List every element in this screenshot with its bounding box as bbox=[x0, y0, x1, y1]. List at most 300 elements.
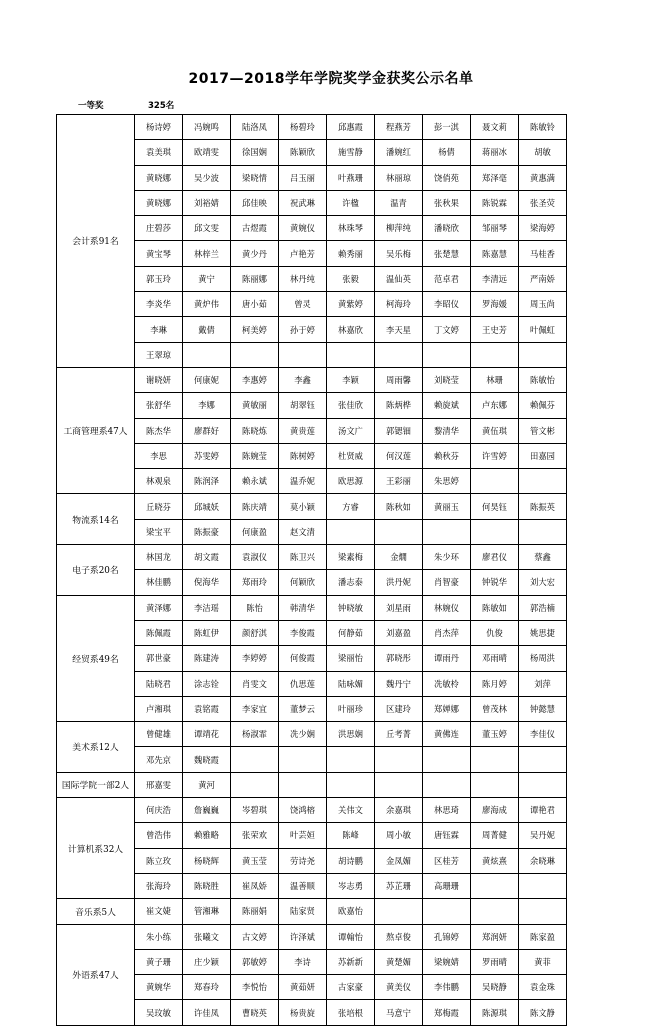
student-name-cell: 陈峰 bbox=[327, 823, 375, 848]
student-name-cell bbox=[375, 747, 423, 772]
student-name-cell: 苏芷珊 bbox=[375, 873, 423, 898]
student-name-cell: 梁晓情 bbox=[231, 165, 279, 190]
student-name-cell: 陆家贤 bbox=[279, 899, 327, 924]
student-name-cell: 陈虹伊 bbox=[183, 620, 231, 645]
student-name-cell: 廖海成 bbox=[471, 798, 519, 823]
student-name-cell: 邱佳映 bbox=[231, 190, 279, 215]
student-name-cell: 黄子珊 bbox=[135, 949, 183, 974]
student-name-cell: 林佳鹏 bbox=[135, 570, 183, 595]
student-name-cell: 林婉仪 bbox=[423, 595, 471, 620]
student-name-cell: 梁素梅 bbox=[327, 545, 375, 570]
student-name-cell: 马桂香 bbox=[519, 241, 567, 266]
student-name-cell: 孔锦婷 bbox=[423, 924, 471, 949]
student-name-cell: 张荣欢 bbox=[231, 823, 279, 848]
student-name-cell: 潘晓欣 bbox=[423, 216, 471, 241]
student-name-cell: 叶丽珍 bbox=[327, 696, 375, 721]
student-name-cell: 杜贤威 bbox=[327, 443, 375, 468]
student-name-cell: 黄宁 bbox=[183, 266, 231, 291]
student-name-cell: 黄丽玉 bbox=[423, 494, 471, 519]
student-name-cell bbox=[231, 747, 279, 772]
department-cell: 国际学院一部2人 bbox=[57, 772, 135, 797]
student-name-cell: 严南娇 bbox=[519, 266, 567, 291]
student-name-cell: 赵文清 bbox=[279, 519, 327, 544]
student-name-cell: 罗雨晴 bbox=[471, 949, 519, 974]
student-name-cell: 吴乐梅 bbox=[375, 241, 423, 266]
student-name-cell: 潘婉红 bbox=[375, 140, 423, 165]
student-name-cell: 苏雯婷 bbox=[183, 443, 231, 468]
student-name-cell bbox=[519, 772, 567, 797]
student-name-cell: 岑碧琪 bbox=[231, 798, 279, 823]
student-name-cell: 张舒华 bbox=[135, 393, 183, 418]
student-name-cell bbox=[471, 899, 519, 924]
student-name-cell: 李家宜 bbox=[231, 696, 279, 721]
student-name-cell: 刘大宏 bbox=[519, 570, 567, 595]
student-name-cell: 仇俊 bbox=[471, 620, 519, 645]
student-name-cell: 张曦文 bbox=[183, 924, 231, 949]
student-name-cell: 黄惠满 bbox=[519, 165, 567, 190]
student-name-cell: 李清远 bbox=[471, 266, 519, 291]
student-name-cell: 黄佛连 bbox=[423, 722, 471, 747]
student-name-cell: 冼敏柃 bbox=[423, 671, 471, 696]
student-name-cell: 邱惠霞 bbox=[327, 115, 375, 140]
student-name-cell: 郭锶钿 bbox=[375, 418, 423, 443]
student-name-cell bbox=[423, 519, 471, 544]
student-name-cell bbox=[519, 899, 567, 924]
student-name-cell: 熬卓俊 bbox=[375, 924, 423, 949]
student-name-cell: 陈佩霞 bbox=[135, 620, 183, 645]
student-name-cell: 丘考菁 bbox=[375, 722, 423, 747]
student-name-cell: 戴倩 bbox=[183, 317, 231, 342]
department-cell: 计算机系32人 bbox=[57, 798, 135, 899]
student-name-cell: 黄敏丽 bbox=[231, 393, 279, 418]
student-name-cell: 柳萍纯 bbox=[375, 216, 423, 241]
student-name-cell: 何昊钰 bbox=[471, 494, 519, 519]
student-name-cell: 李惠婷 bbox=[231, 367, 279, 392]
student-name-cell: 邹丽琴 bbox=[471, 216, 519, 241]
student-name-cell: 陈丽娟 bbox=[231, 899, 279, 924]
student-name-cell: 余嘉琪 bbox=[375, 798, 423, 823]
student-name-cell: 谭靖花 bbox=[183, 722, 231, 747]
student-name-cell: 曾灵 bbox=[279, 292, 327, 317]
student-name-cell: 杨贵旋 bbox=[279, 1000, 327, 1025]
student-name-cell: 黄茹妍 bbox=[279, 975, 327, 1000]
student-name-cell: 冼少娴 bbox=[279, 722, 327, 747]
student-name-cell: 崔凤娇 bbox=[231, 873, 279, 898]
student-name-cell: 肖雯文 bbox=[231, 671, 279, 696]
student-name-cell: 姚思捷 bbox=[519, 620, 567, 645]
student-name-cell: 梁宝平 bbox=[135, 519, 183, 544]
student-name-cell: 陈庆靖 bbox=[231, 494, 279, 519]
student-name-cell: 邱城妖 bbox=[183, 494, 231, 519]
student-name-cell: 王翠琼 bbox=[135, 342, 183, 367]
table-row bbox=[57, 899, 567, 924]
student-name-cell: 王史芳 bbox=[471, 317, 519, 342]
student-name-cell: 张佳欣 bbox=[327, 393, 375, 418]
student-name-cell: 梁丽怡 bbox=[327, 646, 375, 671]
student-name-cell bbox=[375, 772, 423, 797]
student-name-cell: 彭一淇 bbox=[423, 115, 471, 140]
student-name-cell bbox=[279, 747, 327, 772]
student-name-cell: 古煜霞 bbox=[231, 216, 279, 241]
student-name-cell: 金燗 bbox=[375, 545, 423, 570]
student-name-cell: 黄婉仪 bbox=[279, 216, 327, 241]
student-name-cell: 刘晓莹 bbox=[423, 367, 471, 392]
student-name-cell bbox=[183, 342, 231, 367]
student-name-cell: 吴丹妮 bbox=[519, 823, 567, 848]
page-title: 2017—2018学年学院奖学金获奖公示名单 bbox=[188, 71, 474, 87]
student-name-cell: 陈润泽 bbox=[183, 469, 231, 494]
student-name-cell: 吕玉丽 bbox=[279, 165, 327, 190]
student-name-cell: 周小敏 bbox=[375, 823, 423, 848]
department-cell: 美术系12人 bbox=[57, 722, 135, 773]
student-name-cell: 吴晓静 bbox=[471, 975, 519, 1000]
student-name-cell: 冯婉鸣 bbox=[183, 115, 231, 140]
student-name-cell: 袁金珠 bbox=[519, 975, 567, 1000]
student-name-cell: 庄少颖 bbox=[183, 949, 231, 974]
student-name-cell bbox=[471, 342, 519, 367]
student-name-cell: 李婷婷 bbox=[231, 646, 279, 671]
student-name-cell: 谭雨丹 bbox=[423, 646, 471, 671]
department-cell: 音乐系5人 bbox=[57, 899, 135, 924]
student-name-cell: 黄伍琪 bbox=[471, 418, 519, 443]
student-name-cell: 郑梅霞 bbox=[423, 1000, 471, 1025]
student-name-cell: 李天星 bbox=[375, 317, 423, 342]
student-name-cell: 袁美琪 bbox=[135, 140, 183, 165]
student-name-cell: 黄炫熹 bbox=[471, 848, 519, 873]
student-name-cell: 陈杰华 bbox=[135, 418, 183, 443]
department-cell: 物流系14名 bbox=[57, 494, 135, 545]
student-name-cell: 陈立玫 bbox=[135, 848, 183, 873]
student-name-cell: 苏新新 bbox=[327, 949, 375, 974]
student-name-cell: 陈树婷 bbox=[279, 443, 327, 468]
student-name-cell: 杨周洪 bbox=[519, 646, 567, 671]
student-name-cell: 李娜 bbox=[183, 393, 231, 418]
student-name-cell: 黄少丹 bbox=[231, 241, 279, 266]
student-name-cell: 刘星雨 bbox=[375, 595, 423, 620]
student-name-cell bbox=[519, 747, 567, 772]
student-name-cell: 张楚慧 bbox=[423, 241, 471, 266]
student-name-cell: 林国龙 bbox=[135, 545, 183, 570]
student-name-cell: 方睿 bbox=[327, 494, 375, 519]
student-name-cell: 邓先京 bbox=[135, 747, 183, 772]
student-name-cell: 罗海媛 bbox=[471, 292, 519, 317]
student-name-cell: 陈锐霖 bbox=[471, 190, 519, 215]
student-name-cell bbox=[231, 342, 279, 367]
student-name-cell bbox=[471, 772, 519, 797]
student-name-cell: 杨淑霏 bbox=[231, 722, 279, 747]
student-name-cell: 温仙英 bbox=[375, 266, 423, 291]
student-name-cell: 陈炳桦 bbox=[375, 393, 423, 418]
student-name-cell: 陈月婷 bbox=[471, 671, 519, 696]
student-name-cell: 郭玉玲 bbox=[135, 266, 183, 291]
student-name-cell: 柯海玲 bbox=[375, 292, 423, 317]
student-name-cell: 邢嘉雯 bbox=[135, 772, 183, 797]
student-name-cell: 谢晓妍 bbox=[135, 367, 183, 392]
student-name-cell: 柯美婷 bbox=[231, 317, 279, 342]
student-name-cell: 管湘琳 bbox=[183, 899, 231, 924]
student-name-cell: 陈家盈 bbox=[519, 924, 567, 949]
student-name-cell: 赖佩芬 bbox=[519, 393, 567, 418]
student-name-cell: 黎清华 bbox=[423, 418, 471, 443]
student-name-cell: 涂志铨 bbox=[183, 671, 231, 696]
student-name-cell: 张海玲 bbox=[135, 873, 183, 898]
student-name-cell bbox=[375, 519, 423, 544]
student-name-cell: 田嘉园 bbox=[519, 443, 567, 468]
student-name-cell: 许泽斌 bbox=[279, 924, 327, 949]
student-name-cell: 郑泽毫 bbox=[471, 165, 519, 190]
student-name-cell: 魏丹宁 bbox=[375, 671, 423, 696]
student-name-cell: 董玉婷 bbox=[471, 722, 519, 747]
student-name-cell: 廖群好 bbox=[183, 418, 231, 443]
student-name-cell: 李诗 bbox=[279, 949, 327, 974]
student-name-cell: 崔文婕 bbox=[135, 899, 183, 924]
student-name-cell bbox=[471, 519, 519, 544]
student-name-cell: 饶鸿榕 bbox=[279, 798, 327, 823]
student-name-cell: 谭翰怡 bbox=[327, 924, 375, 949]
student-name-cell: 林观泉 bbox=[135, 469, 183, 494]
student-name-cell bbox=[423, 747, 471, 772]
student-name-cell: 金凤媚 bbox=[375, 848, 423, 873]
student-name-cell: 詹巍巍 bbox=[183, 798, 231, 823]
student-name-cell: 陆晓君 bbox=[135, 671, 183, 696]
student-name-cell bbox=[279, 772, 327, 797]
student-name-cell: 许楹 bbox=[327, 190, 375, 215]
student-name-cell: 蔡鑫 bbox=[519, 545, 567, 570]
department-cell: 外语系47人 bbox=[57, 924, 135, 1025]
student-name-cell: 陈振豪 bbox=[183, 519, 231, 544]
student-name-cell: 朱小练 bbox=[135, 924, 183, 949]
student-name-cell: 余晓琳 bbox=[519, 848, 567, 873]
student-name-cell: 陈敏怡 bbox=[519, 367, 567, 392]
student-name-cell: 施雪静 bbox=[327, 140, 375, 165]
student-name-cell: 欧靖雯 bbox=[183, 140, 231, 165]
student-name-cell: 卢艳芳 bbox=[279, 241, 327, 266]
student-name-cell bbox=[231, 772, 279, 797]
student-name-cell: 杨倩 bbox=[423, 140, 471, 165]
student-name-cell: 庄碧莎 bbox=[135, 216, 183, 241]
student-name-cell bbox=[519, 873, 567, 898]
student-name-cell: 聂文莉 bbox=[471, 115, 519, 140]
student-name-cell bbox=[423, 772, 471, 797]
student-name-cell: 朱少环 bbox=[423, 545, 471, 570]
award-table bbox=[56, 114, 567, 1026]
student-name-cell: 林丽琼 bbox=[375, 165, 423, 190]
student-name-cell: 劳诗尧 bbox=[279, 848, 327, 873]
student-name-cell bbox=[327, 747, 375, 772]
student-name-cell: 张培根 bbox=[327, 1000, 375, 1025]
student-name-cell: 邱文雯 bbox=[183, 216, 231, 241]
student-name-cell: 倪海华 bbox=[183, 570, 231, 595]
student-name-cell: 李琳 bbox=[135, 317, 183, 342]
student-name-cell: 区桂芳 bbox=[423, 848, 471, 873]
student-name-cell: 丘晓芬 bbox=[135, 494, 183, 519]
student-name-cell: 颜舒淇 bbox=[231, 620, 279, 645]
student-name-cell: 许雪婷 bbox=[471, 443, 519, 468]
student-name-cell: 丁文婷 bbox=[423, 317, 471, 342]
student-name-cell: 陆咏媚 bbox=[327, 671, 375, 696]
student-name-cell: 林珠琴 bbox=[327, 216, 375, 241]
student-name-cell bbox=[423, 342, 471, 367]
student-name-cell: 卢湘琪 bbox=[135, 696, 183, 721]
student-name-cell: 卢东娜 bbox=[471, 393, 519, 418]
student-name-cell: 何颖欣 bbox=[279, 570, 327, 595]
student-name-cell: 邓雨晴 bbox=[471, 646, 519, 671]
student-name-cell: 刘裕婧 bbox=[183, 190, 231, 215]
student-name-cell: 叶佩虹 bbox=[519, 317, 567, 342]
student-name-cell: 温青 bbox=[375, 190, 423, 215]
student-name-cell: 梁海婷 bbox=[519, 216, 567, 241]
student-name-cell: 黄楚媚 bbox=[375, 949, 423, 974]
student-name-cell: 黄菲 bbox=[519, 949, 567, 974]
student-name-cell: 黄晓娜 bbox=[135, 165, 183, 190]
student-name-cell: 袁淑仪 bbox=[231, 545, 279, 570]
student-name-cell: 汤文广 bbox=[327, 418, 375, 443]
student-name-cell: 郑春玲 bbox=[183, 975, 231, 1000]
student-name-cell: 古家豪 bbox=[327, 975, 375, 1000]
student-name-cell: 何静茹 bbox=[327, 620, 375, 645]
student-name-cell: 黄美仪 bbox=[375, 975, 423, 1000]
student-name-cell: 陈源琪 bbox=[471, 1000, 519, 1025]
student-name-cell: 梁婉婧 bbox=[423, 949, 471, 974]
student-name-cell: 陈建涛 bbox=[183, 646, 231, 671]
student-name-cell: 林丹纯 bbox=[279, 266, 327, 291]
student-name-cell: 洪思娴 bbox=[327, 722, 375, 747]
student-name-cell: 曾茂林 bbox=[471, 696, 519, 721]
student-name-cell: 朱思婷 bbox=[423, 469, 471, 494]
student-name-cell: 袁铭霞 bbox=[183, 696, 231, 721]
student-name-cell: 韩清华 bbox=[279, 595, 327, 620]
student-name-cell: 赖秋芬 bbox=[423, 443, 471, 468]
table-row bbox=[57, 115, 567, 140]
student-name-cell: 何康盈 bbox=[231, 519, 279, 544]
department-cell: 经贸系49名 bbox=[57, 595, 135, 721]
student-name-cell: 胡敏 bbox=[519, 140, 567, 165]
student-name-cell: 李俊霞 bbox=[279, 620, 327, 645]
student-name-cell: 谭艳君 bbox=[519, 798, 567, 823]
student-name-cell: 饶俏苑 bbox=[423, 165, 471, 190]
table-row bbox=[57, 798, 567, 823]
student-name-cell: 洪丹妮 bbox=[375, 570, 423, 595]
student-name-cell: 程燕芳 bbox=[375, 115, 423, 140]
student-name-cell: 杨碧玲 bbox=[279, 115, 327, 140]
student-name-cell bbox=[519, 342, 567, 367]
student-name-cell: 叶芸姮 bbox=[279, 823, 327, 848]
student-name-cell bbox=[327, 772, 375, 797]
student-name-cell: 何汉莲 bbox=[375, 443, 423, 468]
student-name-cell: 陈振英 bbox=[519, 494, 567, 519]
student-name-cell: 叶燕珊 bbox=[327, 165, 375, 190]
student-name-cell: 陈文静 bbox=[519, 1000, 567, 1025]
student-name-cell: 郭敏婷 bbox=[231, 949, 279, 974]
student-name-cell: 仇思莲 bbox=[279, 671, 327, 696]
student-name-cell: 刘嘉盈 bbox=[375, 620, 423, 645]
student-name-cell: 马意宁 bbox=[375, 1000, 423, 1025]
student-name-cell: 黄晓娜 bbox=[135, 190, 183, 215]
student-name-cell: 吴玟敏 bbox=[135, 1000, 183, 1025]
table-row bbox=[57, 367, 567, 392]
student-name-cell: 岑志勇 bbox=[327, 873, 375, 898]
student-name-cell: 胡文霞 bbox=[183, 545, 231, 570]
student-name-cell: 黄河 bbox=[183, 772, 231, 797]
student-name-cell: 郭浩楠 bbox=[519, 595, 567, 620]
student-name-cell: 张毅 bbox=[327, 266, 375, 291]
student-name-cell bbox=[471, 873, 519, 898]
student-name-cell: 陈颖欣 bbox=[279, 140, 327, 165]
student-name-cell: 钟锐华 bbox=[471, 570, 519, 595]
department-cell: 电子系20名 bbox=[57, 545, 135, 596]
student-name-cell: 肖智豪 bbox=[423, 570, 471, 595]
student-name-cell: 杨晓辉 bbox=[183, 848, 231, 873]
department-cell: 会计系91名 bbox=[57, 115, 135, 368]
student-name-cell bbox=[471, 747, 519, 772]
student-name-cell bbox=[423, 899, 471, 924]
student-name-cell: 陈晓胜 bbox=[183, 873, 231, 898]
table-row bbox=[57, 924, 567, 949]
student-name-cell: 李鑫 bbox=[279, 367, 327, 392]
student-name-cell: 欧嘉怡 bbox=[327, 899, 375, 924]
student-name-cell: 郑雨玲 bbox=[231, 570, 279, 595]
student-name-cell bbox=[375, 342, 423, 367]
student-name-cell: 陈婉莹 bbox=[231, 443, 279, 468]
student-name-cell: 陈晓炼 bbox=[231, 418, 279, 443]
student-name-cell: 曾健雄 bbox=[135, 722, 183, 747]
student-name-cell: 魏晓霞 bbox=[183, 747, 231, 772]
student-name-cell: 陈秋如 bbox=[375, 494, 423, 519]
award-count-label: 325名 bbox=[148, 101, 175, 111]
student-name-cell: 古文婷 bbox=[231, 924, 279, 949]
student-name-cell: 曾浩伟 bbox=[135, 823, 183, 848]
student-name-cell: 林思琦 bbox=[423, 798, 471, 823]
student-name-cell: 林梓兰 bbox=[183, 241, 231, 266]
student-name-cell: 张秋果 bbox=[423, 190, 471, 215]
student-name-cell: 黄泽娜 bbox=[135, 595, 183, 620]
student-name-cell: 陈敏如 bbox=[471, 595, 519, 620]
student-name-cell: 郑润妍 bbox=[471, 924, 519, 949]
department-cell: 工商管理系47人 bbox=[57, 367, 135, 493]
student-name-cell: 周玉尚 bbox=[519, 292, 567, 317]
student-name-cell: 郑婵娜 bbox=[423, 696, 471, 721]
student-name-cell: 钟晓敏 bbox=[327, 595, 375, 620]
student-name-cell: 何康妮 bbox=[183, 367, 231, 392]
student-name-cell: 王彩丽 bbox=[375, 469, 423, 494]
student-name-cell: 董梦云 bbox=[279, 696, 327, 721]
student-name-cell: 周菁健 bbox=[471, 823, 519, 848]
student-name-cell: 范卓君 bbox=[423, 266, 471, 291]
student-name-cell: 陆洛凤 bbox=[231, 115, 279, 140]
student-name-cell: 何俊霞 bbox=[279, 646, 327, 671]
student-name-cell: 黄贵莲 bbox=[279, 418, 327, 443]
student-name-cell: 许佳凤 bbox=[183, 1000, 231, 1025]
student-name-cell: 林嘉欣 bbox=[327, 317, 375, 342]
student-name-cell: 何庆浩 bbox=[135, 798, 183, 823]
student-name-cell: 李佳仪 bbox=[519, 722, 567, 747]
student-name-cell: 杨诗婷 bbox=[135, 115, 183, 140]
student-name-cell: 欧思源 bbox=[327, 469, 375, 494]
student-name-cell: 李炎华 bbox=[135, 292, 183, 317]
student-name-cell bbox=[471, 469, 519, 494]
student-name-cell: 曹晓英 bbox=[231, 1000, 279, 1025]
table-row bbox=[57, 595, 567, 620]
student-name-cell: 李颖 bbox=[327, 367, 375, 392]
student-name-cell: 李思 bbox=[135, 443, 183, 468]
student-name-cell: 胡诗鹏 bbox=[327, 848, 375, 873]
student-name-cell: 赖秀丽 bbox=[327, 241, 375, 266]
student-name-cell bbox=[375, 899, 423, 924]
student-name-cell: 黄炉伟 bbox=[183, 292, 231, 317]
table-row bbox=[57, 722, 567, 747]
student-name-cell bbox=[519, 519, 567, 544]
student-name-cell: 孙于婷 bbox=[279, 317, 327, 342]
